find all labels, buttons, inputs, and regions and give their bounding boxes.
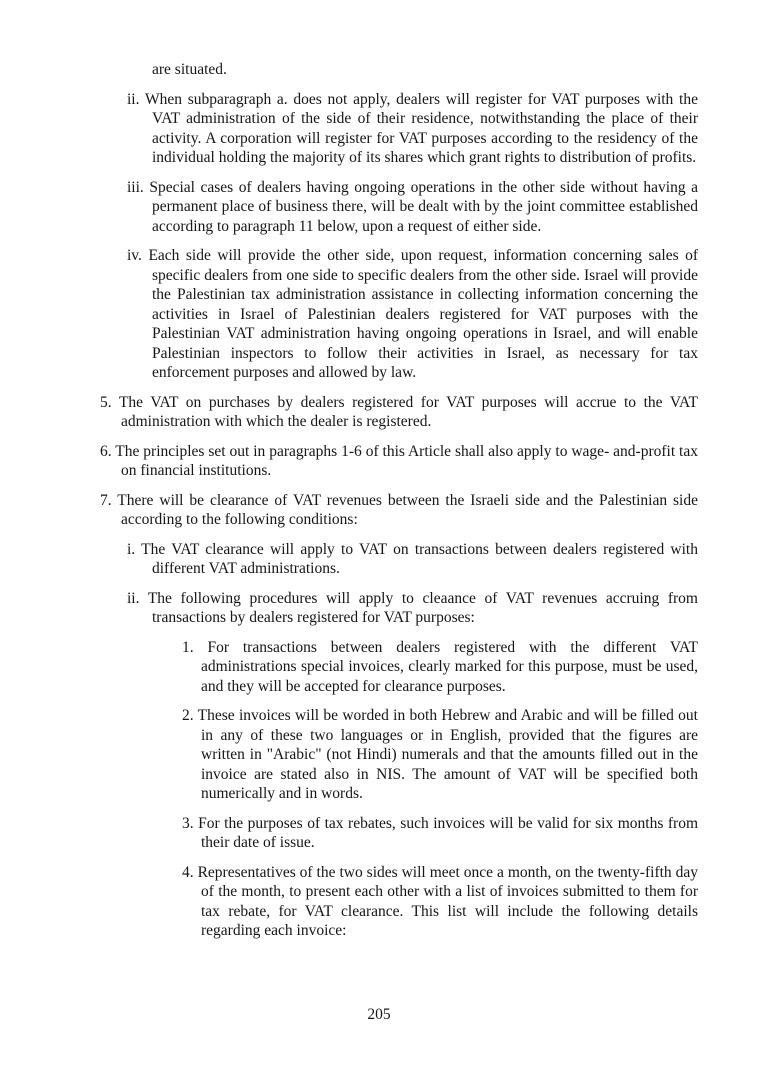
list-item: [100, 393, 698, 432]
item-text: There will be clearance of VAT revenues between the Israeli side and the Palestinian side according to the following conditions:: [117, 491, 698, 528]
page-number: 205: [367, 1005, 391, 1023]
document-content: [100, 60, 698, 941]
item-text: The VAT clearance will apply to VAT on transactions between dealers registered with different VAT administrations.: [141, 540, 698, 577]
item-label: 1.: [182, 638, 194, 656]
list-item: [100, 246, 698, 383]
list-item: [100, 638, 698, 697]
item-label: 2.: [182, 707, 194, 724]
list-item: [100, 540, 698, 579]
item-text: These invoices will be worded in both Hebrew and Arabic and will be filled out in any of these two languages or in English, provided that the figures are written in "Arabic" (not Hindi) numerals and that the amounts filled out in the invoice are stated also in NIS. The amount of VAT will be specified both numerically and in words.: [197, 707, 698, 802]
item-text: Representatives of the two sides will meet once a month, on the twenty-fifth day of the month, to present each other with a list of invoices submitted to them for tax rebate, for VAT clearance. This list will include the following details regarding each invoice:: [197, 863, 698, 939]
item-label: ii.: [127, 90, 140, 108]
list-item: [100, 90, 698, 168]
item-text: For transactions between dealers registered with the different VAT administrations special invoices, clearly marked for this purpose, must be used, and they will be accepted for clearance purposes.: [201, 638, 698, 695]
list-item: [100, 706, 698, 804]
item-text: Special cases of dealers having ongoing operations in the other side without having a permanent place of business there, will be dealt with by the joint committee established according to paragraph 11 below, upon a request of either side.: [149, 178, 699, 235]
item-text: Each side will provide the other side, upon request, information concerning sales of specific dealers from one side to specific dealers from the other side. Israel will provide the Palestinian tax administration assistance in collecting information concerning the activities in Israel of Palestinian dealers registered for VAT purposes with the Palestinian VAT administration having ongoing operations in Israel, and will enable Palestinian inspectors to follow their activities in Israel, as necessary for tax enforcement purposes and allowed by law.: [148, 247, 699, 381]
item-text: When subparagraph a. does not apply, dealers will register for VAT purposes with the VAT administration of the side of their residence, notwithstanding the place of their activity. A corporation will register for VAT purposes according to the residency of the individual holding the majority of its shares which grant rights to distribution of profits.: [144, 90, 698, 166]
item-text: For the purposes of tax rebates, such invoices will be valid for six months from their date of issue.: [198, 814, 699, 851]
list-item: [100, 589, 698, 628]
item-text: The principles set out in paragraphs 1-6 of this Article shall also apply to wage- and-profit tax on financial institutions.: [115, 442, 698, 479]
list-item: [100, 814, 698, 853]
item-label: 3.: [182, 814, 194, 832]
item-label: 4.: [182, 863, 194, 881]
item-text: The following procedures will apply to cleaance of VAT revenues accruing from transactions by dealers registered for VAT purposes:: [147, 589, 698, 626]
list-item: [100, 863, 698, 941]
list-item: [100, 178, 698, 237]
item-label: i.: [127, 540, 136, 558]
item-label: iii.: [127, 178, 144, 196]
item-text: The VAT on purchases by dealers registered for VAT purposes will accrue to the VAT administration with which the dealer is registered.: [118, 393, 698, 430]
paragraph: [152, 60, 698, 80]
list-item: [100, 491, 698, 530]
item-label: ii.: [127, 589, 140, 607]
item-label: 7.: [100, 491, 112, 509]
item-label: 6.: [100, 442, 112, 460]
item-label: 5.: [100, 393, 112, 411]
item-label: iv.: [127, 247, 142, 264]
item-text: are situated.: [152, 61, 227, 78]
list-item: [100, 442, 698, 481]
